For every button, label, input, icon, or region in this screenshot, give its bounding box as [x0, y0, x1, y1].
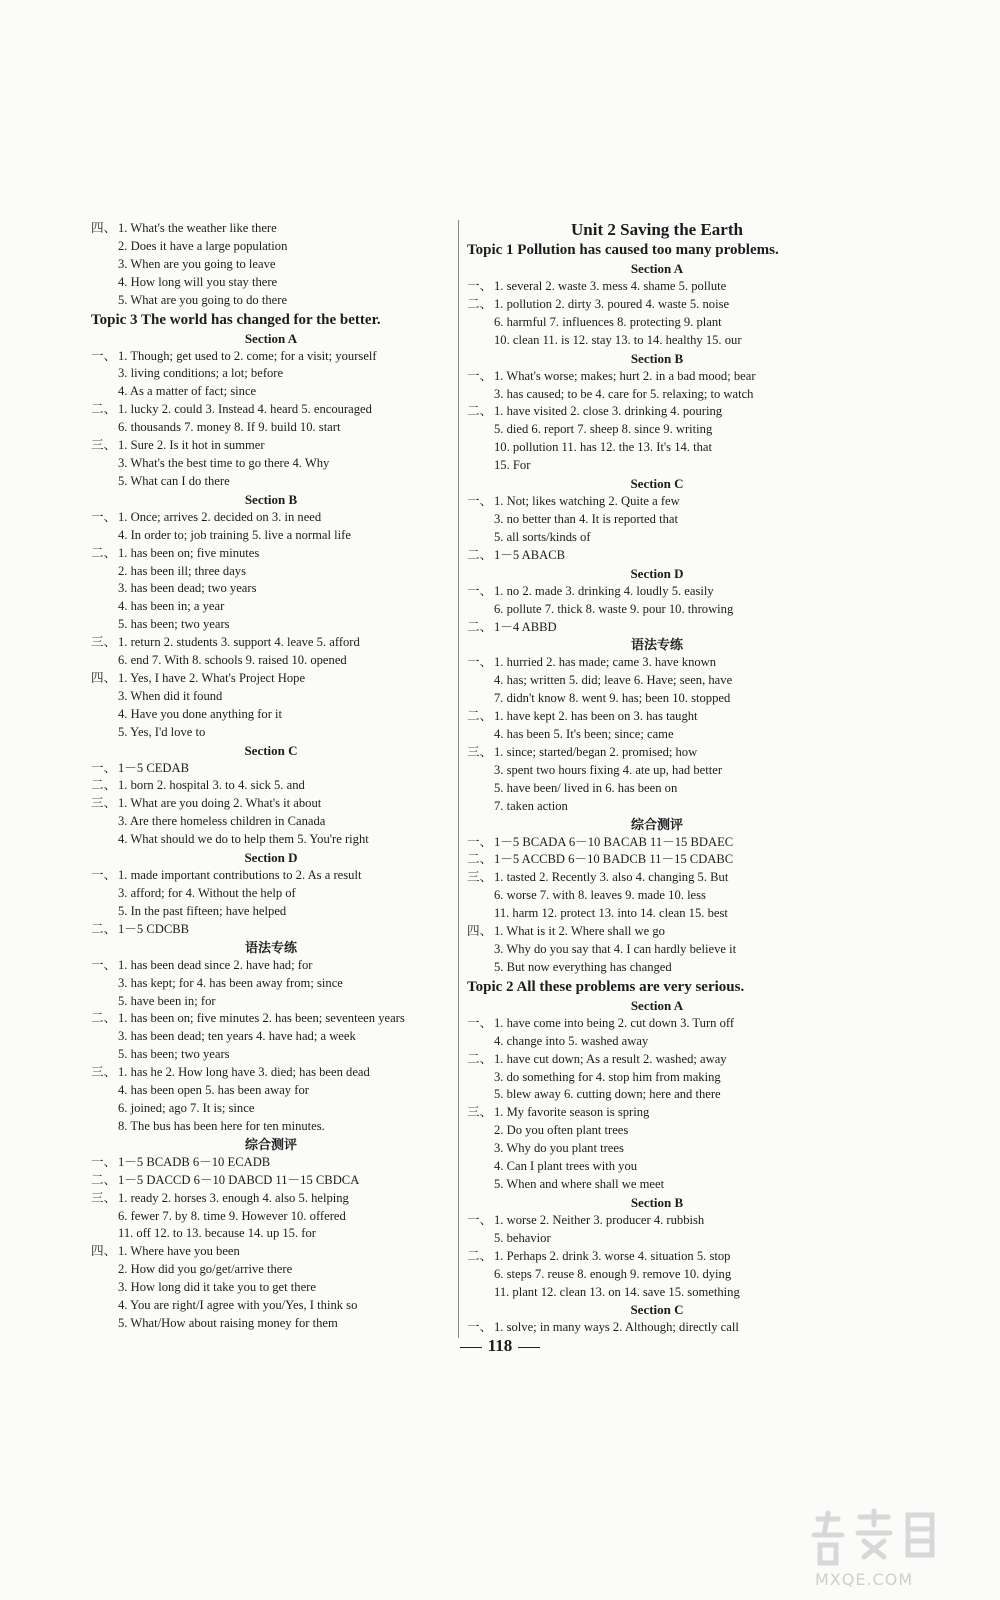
answer-row	[91, 957, 451, 975]
topic-title: Topic 2 All these problems are very serious.	[467, 978, 745, 995]
answer-text: 5. But now everything has changed	[494, 959, 672, 974]
answer-row	[467, 439, 847, 457]
answer-row	[467, 421, 847, 439]
answer-text: 11. off 12. to 13. because 14. up 15. for	[118, 1226, 316, 1241]
part-marker: 一、	[467, 834, 493, 849]
answer-row	[467, 762, 847, 780]
answer-text: 3. has caused; to be 4. care for 5. relaxing; to watch	[494, 386, 754, 401]
answer-row	[91, 256, 451, 274]
answer-row	[467, 708, 847, 726]
answer-text: 1. return 2. students 3. support 4. leave 5. afford	[118, 635, 360, 650]
answer-text: 1－5 CDCBB	[118, 921, 190, 936]
answer-text: 1－5 BCADB 6－10 ECADB	[118, 1154, 271, 1169]
answer-text: 5. When and where shall we meet	[494, 1176, 665, 1191]
answer-text: 1. have kept 2. has been on 3. has taught	[494, 709, 698, 724]
answer-row	[91, 670, 451, 688]
answer-text: 4. change into 5. washed away	[494, 1033, 649, 1048]
answer-row	[467, 851, 847, 869]
answer-row	[91, 777, 451, 795]
answer-text: 4. has been 5. It's been; since; came	[494, 727, 674, 742]
answer-row	[91, 885, 451, 903]
answer-row	[467, 457, 847, 475]
left-column	[91, 220, 451, 1333]
section-heading: 语法专练	[244, 939, 297, 955]
column-divider	[458, 220, 459, 1338]
answer-text: 4. As a matter of fact; since	[118, 384, 257, 399]
answer-row	[91, 1315, 451, 1333]
answer-row	[91, 688, 451, 706]
answer-text: 7. taken action	[494, 798, 568, 813]
answer-text: 6. pollute 7. thick 8. waste 9. pour 10. throwing	[494, 601, 734, 616]
answer-row	[467, 386, 847, 404]
part-marker: 一、	[467, 279, 493, 293]
answer-text: 6. harmful 7. influences 8. protecting 9. plant	[494, 314, 722, 329]
answer-text: 3. has been dead; ten years 4. have had; a week	[118, 1029, 356, 1044]
part-marker: 一、	[467, 655, 493, 670]
answer-text: 1. My favorite season is spring	[494, 1105, 650, 1120]
answer-text: 4. How long will you stay there	[118, 274, 278, 289]
answer-text: 1. ready 2. horses 3. enough 4. also 5. helping	[118, 1190, 349, 1205]
answer-row	[91, 437, 451, 455]
answer-text: 1. since; started/began 2. promised; how	[494, 744, 698, 759]
answer-row	[91, 1154, 451, 1172]
answer-row	[91, 545, 451, 563]
answer-row	[467, 529, 847, 547]
answer-row	[467, 601, 847, 619]
answer-text: 1. What's the weather like there	[118, 221, 277, 235]
answer-row	[91, 220, 451, 238]
answer-row	[91, 634, 451, 652]
answer-row	[467, 583, 847, 601]
answer-text: 1. several 2. waste 3. mess 4. shame 5. pollute	[494, 279, 727, 293]
answer-row	[467, 1212, 847, 1230]
answer-row	[467, 905, 847, 923]
answer-row	[467, 1086, 847, 1104]
answer-row	[467, 1319, 847, 1337]
part-marker: 二、	[91, 921, 117, 936]
answer-text: 6. worse 7. with 8. leaves 9. made 10. less	[494, 888, 706, 903]
page-number	[0, 1336, 1000, 1356]
answer-text: 15. For	[494, 458, 531, 473]
section-heading: 综合测评	[244, 1136, 297, 1152]
answer-row	[91, 1100, 451, 1118]
part-marker: 三、	[467, 744, 493, 759]
answer-row	[467, 332, 847, 350]
answer-text: 1. tasted 2. Recently 3. also 4. changing 5. But	[494, 870, 729, 885]
answer-row	[467, 923, 847, 941]
section-heading: Section A	[630, 997, 684, 1013]
answer-row	[467, 1069, 847, 1087]
answer-text: 1. lucky 2. could 3. Instead 4. heard 5. encouraged	[118, 402, 372, 417]
answer-text: 1. What are you doing 2. What's it about	[118, 796, 322, 811]
answer-text: 5. has been; two years	[118, 1047, 230, 1062]
answer-text: 7. didn't know 8. went 9. has; been 10. stopped	[494, 691, 731, 706]
answer-text: 5. all sorts/kinds of	[494, 529, 591, 544]
answer-text: 11. plant 12. clean 13. on 14. save 15. something	[494, 1284, 740, 1299]
answer-row	[91, 509, 451, 527]
answer-row	[91, 580, 451, 598]
answer-text: 10. clean 11. is 12. stay 13. to 14. healthy 15. our	[494, 332, 742, 347]
part-marker: 二、	[91, 778, 117, 793]
answer-row	[467, 1158, 847, 1176]
part-marker: 二、	[467, 852, 493, 867]
part-marker: 三、	[91, 796, 117, 811]
answer-row	[467, 959, 847, 977]
part-marker: 一、	[91, 957, 117, 972]
answer-text: 4. has; written 5. did; leave 6. Have; seen, have	[494, 673, 733, 688]
part-marker: 三、	[91, 1190, 117, 1205]
answer-text: 2. has been ill; three days	[118, 563, 246, 578]
part-marker: 一、	[467, 494, 493, 509]
answer-text: 1. solve; in many ways 2. Although; directly call	[494, 1320, 739, 1335]
part-marker: 一、	[91, 868, 117, 883]
answer-text: 4. Can I plant trees with you	[494, 1159, 638, 1174]
part-marker: 四、	[91, 670, 117, 685]
answer-text: 3. What's the best time to go there 4. Why	[118, 455, 330, 470]
answer-text: 1. Yes, I have 2. What's Project Hope	[118, 670, 306, 685]
part-marker: 二、	[467, 296, 493, 311]
answer-text: 1. made important contributions to 2. As a result	[118, 868, 362, 883]
answer-text: 4. What should we do to help them 5. You're right	[118, 832, 369, 847]
answer-text: 1－4 ABBD	[494, 619, 557, 634]
answer-row	[91, 1225, 451, 1243]
part-marker: 二、	[467, 1248, 493, 1263]
answer-row	[91, 760, 451, 778]
part-marker: 二、	[91, 402, 117, 417]
answer-text: 1. have come into being 2. cut down 3. Turn off	[494, 1015, 735, 1030]
part-marker: 一、	[467, 1212, 493, 1227]
answer-row	[91, 1028, 451, 1046]
answer-row	[467, 1122, 847, 1140]
answer-row	[467, 511, 847, 529]
section-heading: Section A	[630, 261, 684, 276]
answer-text: 2. Do you often plant trees	[494, 1123, 629, 1138]
answer-row	[467, 869, 847, 887]
answer-row	[91, 795, 451, 813]
answer-row	[91, 1261, 451, 1279]
answer-text: 6. end 7. With 8. schools 9. raised 10. opened	[118, 653, 347, 668]
answer-text: 5. have been in; for	[118, 993, 216, 1008]
answer-row	[467, 1266, 847, 1284]
answer-text: 3. Why do you plant trees	[494, 1141, 624, 1156]
answer-row	[91, 993, 451, 1011]
answer-row	[91, 1208, 451, 1226]
part-marker: 二、	[91, 1172, 117, 1187]
answer-text: 5. have been/ lived in 6. has been on	[494, 780, 678, 795]
answer-text: 1. has been dead since 2. have had; for	[118, 957, 313, 972]
answer-row	[467, 403, 847, 421]
answer-row	[467, 619, 847, 637]
part-marker: 一、	[91, 1154, 117, 1169]
answer-row	[91, 903, 451, 921]
answer-row	[91, 1118, 451, 1136]
page-number-dash-right	[518, 1347, 540, 1348]
answer-row	[91, 1297, 451, 1315]
part-marker: 一、	[467, 583, 493, 598]
answer-text: 3. no better than 4. It is reported that	[494, 511, 678, 526]
part-marker: 二、	[467, 709, 493, 724]
answer-row	[467, 1284, 847, 1302]
answer-text: 1－5 ACCBD 6－10 BADCB 11－15 CDABC	[494, 852, 734, 867]
section-heading: Section C	[630, 476, 684, 492]
answer-text: 1－5 BCADA 6－10 BACAB 11－15 BDAEC	[494, 834, 734, 849]
answer-row	[91, 706, 451, 724]
answer-text: 3. living conditions; a lot; before	[118, 366, 284, 381]
answer-text: 3. Are there homeless children in Canada	[118, 814, 326, 829]
part-marker: 三、	[91, 1065, 117, 1080]
answer-text: 4. has been in; a year	[118, 599, 225, 614]
answer-row	[91, 831, 451, 849]
section-heading: Section B	[244, 491, 298, 507]
answer-row	[91, 975, 451, 993]
answer-text: 1. have visited 2. close 3. drinking 4. pouring	[494, 404, 723, 419]
section-heading: Section B	[630, 350, 684, 366]
answer-text: 1. Perhaps 2. drink 3. worse 4. situation 5. stop	[494, 1248, 731, 1263]
answer-row	[467, 798, 847, 816]
answer-text: 1. have cut down; As a result 2. washed; away	[494, 1051, 727, 1066]
part-marker: 一、	[467, 1320, 493, 1335]
right-column	[467, 220, 847, 1337]
part-marker: 三、	[467, 1105, 493, 1120]
answer-text: 1. no 2. made 3. drinking 4. loudly 5. easily	[494, 583, 714, 598]
answer-text: 1. Though; get used to 2. come; for a visit; yourself	[118, 348, 377, 363]
answer-row	[91, 1243, 451, 1261]
answer-row	[91, 473, 451, 491]
part-marker: 二、	[91, 1011, 117, 1026]
part-marker: 一、	[467, 1015, 493, 1030]
part-marker: 四、	[91, 221, 117, 235]
answer-text: 1. born 2. hospital 3. to 4. sick 5. and	[118, 778, 305, 793]
answer-text: 1. worse 2. Neither 3. producer 4. rubbish	[494, 1212, 705, 1227]
answer-row	[91, 867, 451, 885]
answer-text: 1－5 ABACB	[494, 547, 566, 562]
answer-row	[467, 726, 847, 744]
part-marker: 二、	[467, 619, 493, 634]
answer-text: 5. What are you going to do there	[118, 292, 288, 307]
answer-row	[91, 365, 451, 383]
answer-text: 11. harm 12. protect 13. into 14. clean 15. best	[494, 906, 728, 921]
answer-text: 2. How did you go/get/arrive there	[118, 1262, 293, 1277]
answer-row	[91, 348, 451, 366]
answer-text: 1. has been on; five minutes	[118, 545, 260, 560]
part-marker: 一、	[91, 509, 117, 524]
answer-text: 3. afford; for 4. Without the help of	[118, 886, 296, 900]
answer-row	[467, 780, 847, 798]
part-marker: 四、	[467, 924, 493, 939]
part-marker: 三、	[91, 635, 117, 650]
answer-text: 3. When are you going to leave	[118, 256, 276, 271]
answer-row	[467, 744, 847, 762]
answer-text: 1. Sure 2. Is it hot in summer	[118, 438, 265, 453]
answer-row	[467, 314, 847, 332]
answer-row	[467, 1230, 847, 1248]
answer-row	[91, 401, 451, 419]
part-marker: 二、	[91, 545, 117, 560]
part-marker: 一、	[467, 368, 493, 383]
part-marker: 一、	[91, 348, 117, 363]
answer-text: 6. joined; ago 7. It is; since	[118, 1100, 255, 1115]
answer-row	[467, 1033, 847, 1051]
answer-text: 3. How long did it take you to get there	[118, 1280, 316, 1295]
answer-row	[91, 1082, 451, 1100]
answer-row	[91, 1172, 451, 1190]
answer-text: 1. hurried 2. has made; came 3. have known	[494, 655, 717, 670]
answer-row	[467, 654, 847, 672]
answer-row	[91, 238, 451, 256]
answer-text: 4. In order to; job training 5. live a normal life	[118, 527, 351, 542]
answer-text: 3. spent two hours fixing 4. ate up, had better	[494, 762, 723, 777]
answer-row	[91, 527, 451, 545]
answer-row	[91, 616, 451, 634]
topic-title: Topic 1 Pollution has caused too many problems.	[467, 242, 779, 258]
answer-row	[91, 652, 451, 670]
answer-row	[467, 1015, 847, 1033]
answer-row	[467, 278, 847, 296]
answer-row	[91, 1064, 451, 1082]
answer-row	[467, 547, 847, 565]
answer-text: 10. pollution 11. has 12. the 13. It's 14. that	[494, 440, 712, 455]
page-number-text: 118	[487, 1336, 513, 1355]
answer-text: 5. What/How about raising money for them	[118, 1315, 338, 1330]
answer-text: 6. thousands 7. money 8. If 9. build 10. start	[118, 420, 341, 435]
answer-text: 1. Once; arrives 2. decided on 3. in need	[118, 509, 322, 524]
answer-row	[467, 1051, 847, 1069]
answer-row	[91, 921, 451, 939]
answer-row	[91, 455, 451, 473]
answer-text: 4. Have you done anything for it	[118, 706, 283, 721]
answer-text: 3. has kept; for 4. has been away from; since	[118, 975, 343, 990]
answer-text: 1. Not; likes watching 2. Quite a few	[494, 494, 680, 509]
part-marker: 二、	[467, 1051, 493, 1066]
answer-row	[91, 1190, 451, 1208]
answer-text: 5. In the past fifteen; have helped	[118, 903, 287, 918]
answer-row	[467, 941, 847, 959]
section-heading: Section C	[244, 742, 298, 758]
section-heading: 语法专练	[630, 637, 683, 653]
section-heading: 综合测评	[630, 816, 683, 832]
part-marker: 三、	[91, 438, 117, 453]
watermark-text: MXQE.COM	[815, 1570, 914, 1589]
unit-title: Unit 2 Saving the Earth	[571, 220, 743, 239]
part-marker: 一、	[91, 760, 117, 775]
answer-text: 1－5 DACCD 6－10 DABCD 11－15 CBDCA	[118, 1172, 360, 1187]
answer-row	[467, 493, 847, 511]
answer-text: 1. has he 2. How long have 3. died; has been dead	[118, 1065, 370, 1080]
answer-text: 5. died 6. report 7. sheep 8. since 9. writing	[494, 422, 713, 437]
answer-row	[91, 419, 451, 437]
answer-text: 5. What can I do there	[118, 473, 230, 488]
section-heading: Section D	[630, 565, 684, 581]
answer-text: 5. has been; two years	[118, 617, 230, 632]
answer-row	[91, 1046, 451, 1064]
answer-text: 8. The bus has been here for ten minutes.	[118, 1118, 325, 1133]
answer-text: 2. Does it have a large population	[118, 238, 288, 253]
part-marker: 二、	[467, 404, 493, 419]
answer-row	[467, 887, 847, 905]
topic-title: Topic 3 The world has changed for the better.	[91, 311, 381, 328]
answer-row	[91, 598, 451, 616]
answer-row	[91, 292, 451, 310]
part-marker: 三、	[467, 870, 493, 885]
answer-text: 1－5 CEDAB	[118, 760, 190, 775]
answer-row	[91, 1010, 451, 1028]
answer-row	[467, 690, 847, 708]
section-heading: Section D	[244, 850, 298, 866]
answer-text: 1. What's worse; makes; hurt 2. in a bad mood; bear	[494, 368, 756, 383]
answer-text: 3. Why do you say that 4. I can hardly believe it	[494, 942, 737, 956]
answer-text: 3. When did it found	[118, 688, 223, 703]
answer-text: 3. has been dead; two years	[118, 581, 257, 596]
answer-text: 1. has been on; five minutes 2. has been; seventeen years	[118, 1011, 405, 1026]
answer-row	[91, 274, 451, 292]
answer-row	[467, 1248, 847, 1266]
answer-text: 1. pollution 2. dirty 3. poured 4. waste 5. noise	[494, 296, 730, 311]
section-heading: Section B	[630, 1194, 684, 1210]
answer-row	[91, 383, 451, 401]
answer-row	[467, 1140, 847, 1158]
section-heading: Section C	[630, 1302, 684, 1318]
part-marker: 四、	[91, 1244, 117, 1259]
answer-row	[91, 1279, 451, 1297]
answer-text: 1. What is it 2. Where shall we go	[494, 924, 665, 939]
answer-row	[91, 813, 451, 831]
answer-text: 5. behavior	[494, 1230, 551, 1245]
answer-text: 4. has been open 5. has been away for	[118, 1083, 309, 1098]
answer-row	[467, 368, 847, 386]
answer-row	[467, 1104, 847, 1122]
answer-row	[467, 672, 847, 690]
answer-text: 6. steps 7. reuse 8. enough 9. remove 10. dying	[494, 1266, 732, 1281]
answer-text: 3. do something for 4. stop him from making	[494, 1069, 721, 1084]
answer-row	[91, 563, 451, 581]
answer-text: 6. fewer 7. by 8. time 9. However 10. offered	[118, 1208, 346, 1223]
answer-row	[467, 834, 847, 852]
answer-text: 5. Yes, I'd love to	[118, 724, 206, 739]
answer-row	[467, 1176, 847, 1194]
page-number-dash-left	[460, 1347, 482, 1348]
section-heading: Section A	[244, 330, 298, 346]
answer-row	[467, 296, 847, 314]
answer-row	[91, 724, 451, 742]
answer-text: 1. Where have you been	[118, 1244, 240, 1259]
answer-text: 4. You are right/I agree with you/Yes, I think so	[118, 1298, 358, 1313]
part-marker: 二、	[467, 547, 493, 562]
answer-text: 5. blew away 6. cutting down; here and there	[494, 1087, 721, 1102]
